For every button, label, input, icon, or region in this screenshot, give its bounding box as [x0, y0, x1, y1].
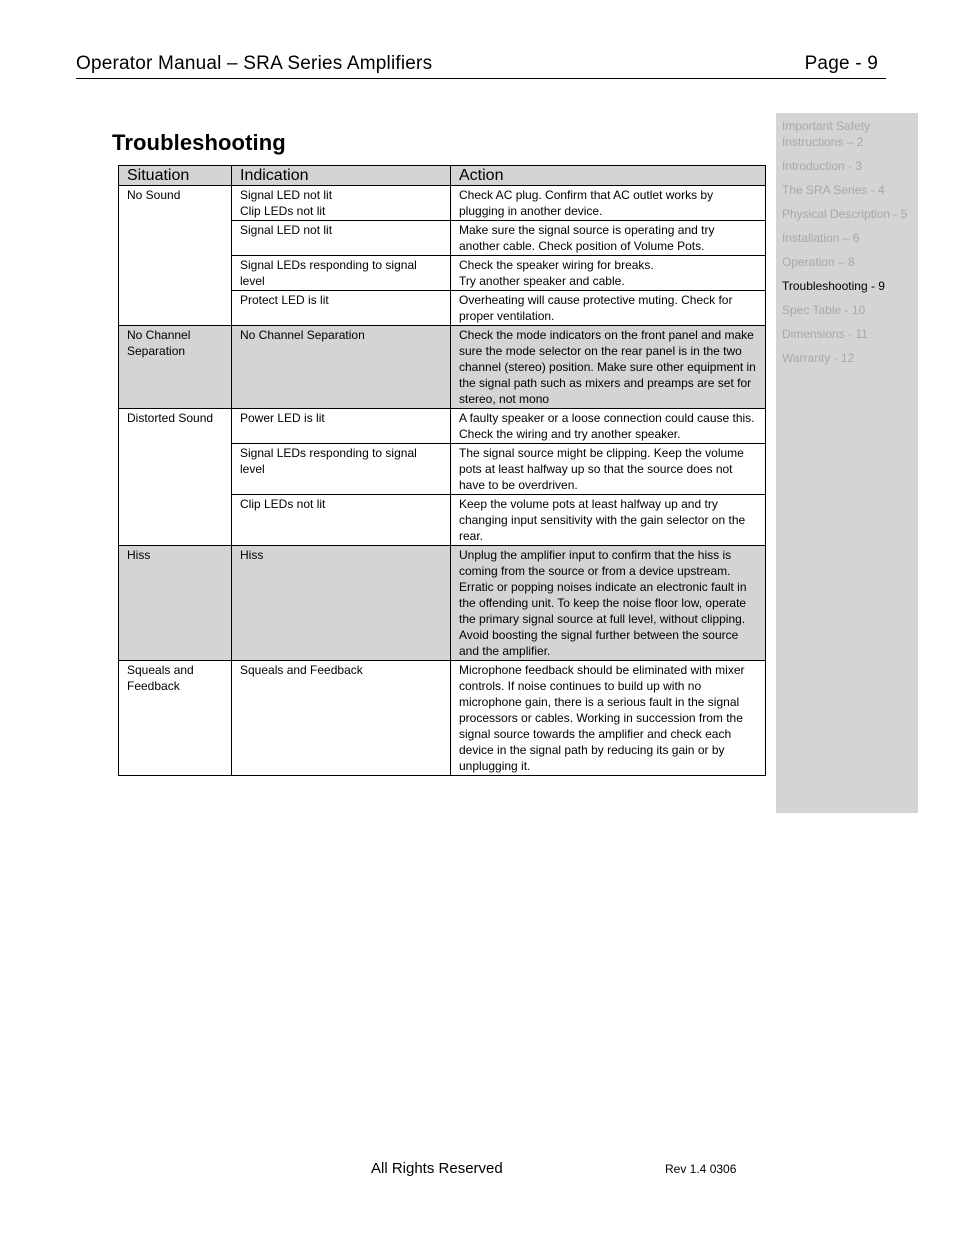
action-cell: The signal source might be clipping. Keep the volume pots at least halfway up so that the source does not have to be overdriven. — [451, 444, 766, 495]
table-row — [119, 186, 766, 221]
toc-item-spec-table[interactable]: Spec Table - 10 — [782, 303, 866, 317]
action-cell: Check the speaker wiring for breaks. Try another speaker and cable. — [451, 256, 766, 291]
toc-item-physical-description[interactable]: Physical Description - 5 — [782, 207, 908, 221]
toc-item-introduction[interactable]: Introduction - 3 — [782, 159, 863, 173]
indication-cell: No Channel Separation — [232, 326, 451, 409]
toc-item-troubleshooting[interactable]: Troubleshooting - 9 — [782, 279, 885, 293]
action-cell: Keep the volume pots at least halfway up and try changing input sensitivity with the gain selector on the rear. — [451, 495, 766, 546]
header-action: Action — [451, 166, 766, 186]
action-cell: Unplug the amplifier input to confirm that the hiss is coming from the source or from a device upstream. Erratic or popping noises indicate an electronic fault in the offending unit. To keep the noise floor low, operate the primary signal source at full level, without clipping. Avoid boosting the signal further between the source and the amplifier. — [451, 546, 766, 661]
table-row — [119, 409, 766, 444]
situation-cell: Hiss — [119, 546, 232, 661]
indication-cell: Squeals and Feedback — [232, 661, 451, 776]
section-title: Troubleshooting — [112, 130, 286, 155]
toc-sidebar — [776, 113, 918, 813]
action-cell: Microphone feedback should be eliminated with mixer controls. If noise continues to build up with no microphone gain, there is a serious fault in the signal processors or cables. Working in succession from the signal source towards the amplifier and check each device in the signal path by reducing its gain or by unplugging it. — [451, 661, 766, 776]
indication-cell: Signal LEDs responding to signal level — [232, 444, 451, 495]
toc-item-warranty[interactable]: Warranty - 12 — [782, 351, 855, 365]
situation-cell: No Channel Separation — [119, 326, 232, 409]
page-number: Page - 9 — [804, 53, 878, 74]
toc-item-installation[interactable]: Installation – 6 — [782, 231, 860, 245]
situation-cell: No Sound — [119, 186, 232, 326]
table-row — [119, 661, 766, 776]
indication-cell: Signal LEDs responding to signal level — [232, 256, 451, 291]
indication-cell: Signal LED not lit Clip LEDs not lit — [232, 186, 451, 221]
table-row — [119, 326, 766, 409]
toc-item-dimensions[interactable]: Dimensions - 11 — [782, 327, 868, 341]
toc-list — [776, 113, 918, 366]
indication-cell: Power LED is lit — [232, 409, 451, 444]
header-situation: Situation — [119, 166, 232, 186]
action-cell: Check the mode indicators on the front panel and make sure the mode selector on the rear panel is in the two channel (stereo) position. Make sure other equipment in the signal path such as mixers and preamps are set for stereo, not mono — [451, 326, 766, 409]
header-indication: Indication — [232, 166, 451, 186]
toc-item-sra-series[interactable]: The SRA Series - 4 — [782, 183, 885, 197]
action-cell: Make sure the signal source is operating and try another cable. Check position of Volume Pots. — [451, 221, 766, 256]
footer-revision: Rev 1.4 0306 — [665, 1162, 737, 1176]
manual-title: Operator Manual – SRA Series Amplifiers — [76, 53, 433, 74]
table-row — [119, 546, 766, 661]
action-cell: Check AC plug. Confirm that AC outlet works by plugging in another device. — [451, 186, 766, 221]
situation-cell: Distorted Sound — [119, 409, 232, 546]
situation-cell: Squeals and Feedback — [119, 661, 232, 776]
action-cell: Overheating will cause protective muting. Check for proper ventilation. — [451, 291, 766, 326]
toc-item-safety[interactable]: Important Safety Instructions – 2 — [782, 119, 871, 149]
indication-cell: Clip LEDs not lit — [232, 495, 451, 546]
indication-cell: Signal LED not lit — [232, 221, 451, 256]
indication-cell: Protect LED is lit — [232, 291, 451, 326]
action-cell: A faulty speaker or a loose connection could cause this. Check the wiring and try another speaker. — [451, 409, 766, 444]
troubleshooting-table — [118, 165, 766, 776]
footer-rights: All Rights Reserved — [371, 1160, 503, 1177]
toc-item-operation[interactable]: Operation – 8 — [782, 255, 855, 269]
page-header — [76, 52, 886, 79]
indication-cell: Hiss — [232, 546, 451, 661]
table-header-row — [119, 166, 766, 186]
